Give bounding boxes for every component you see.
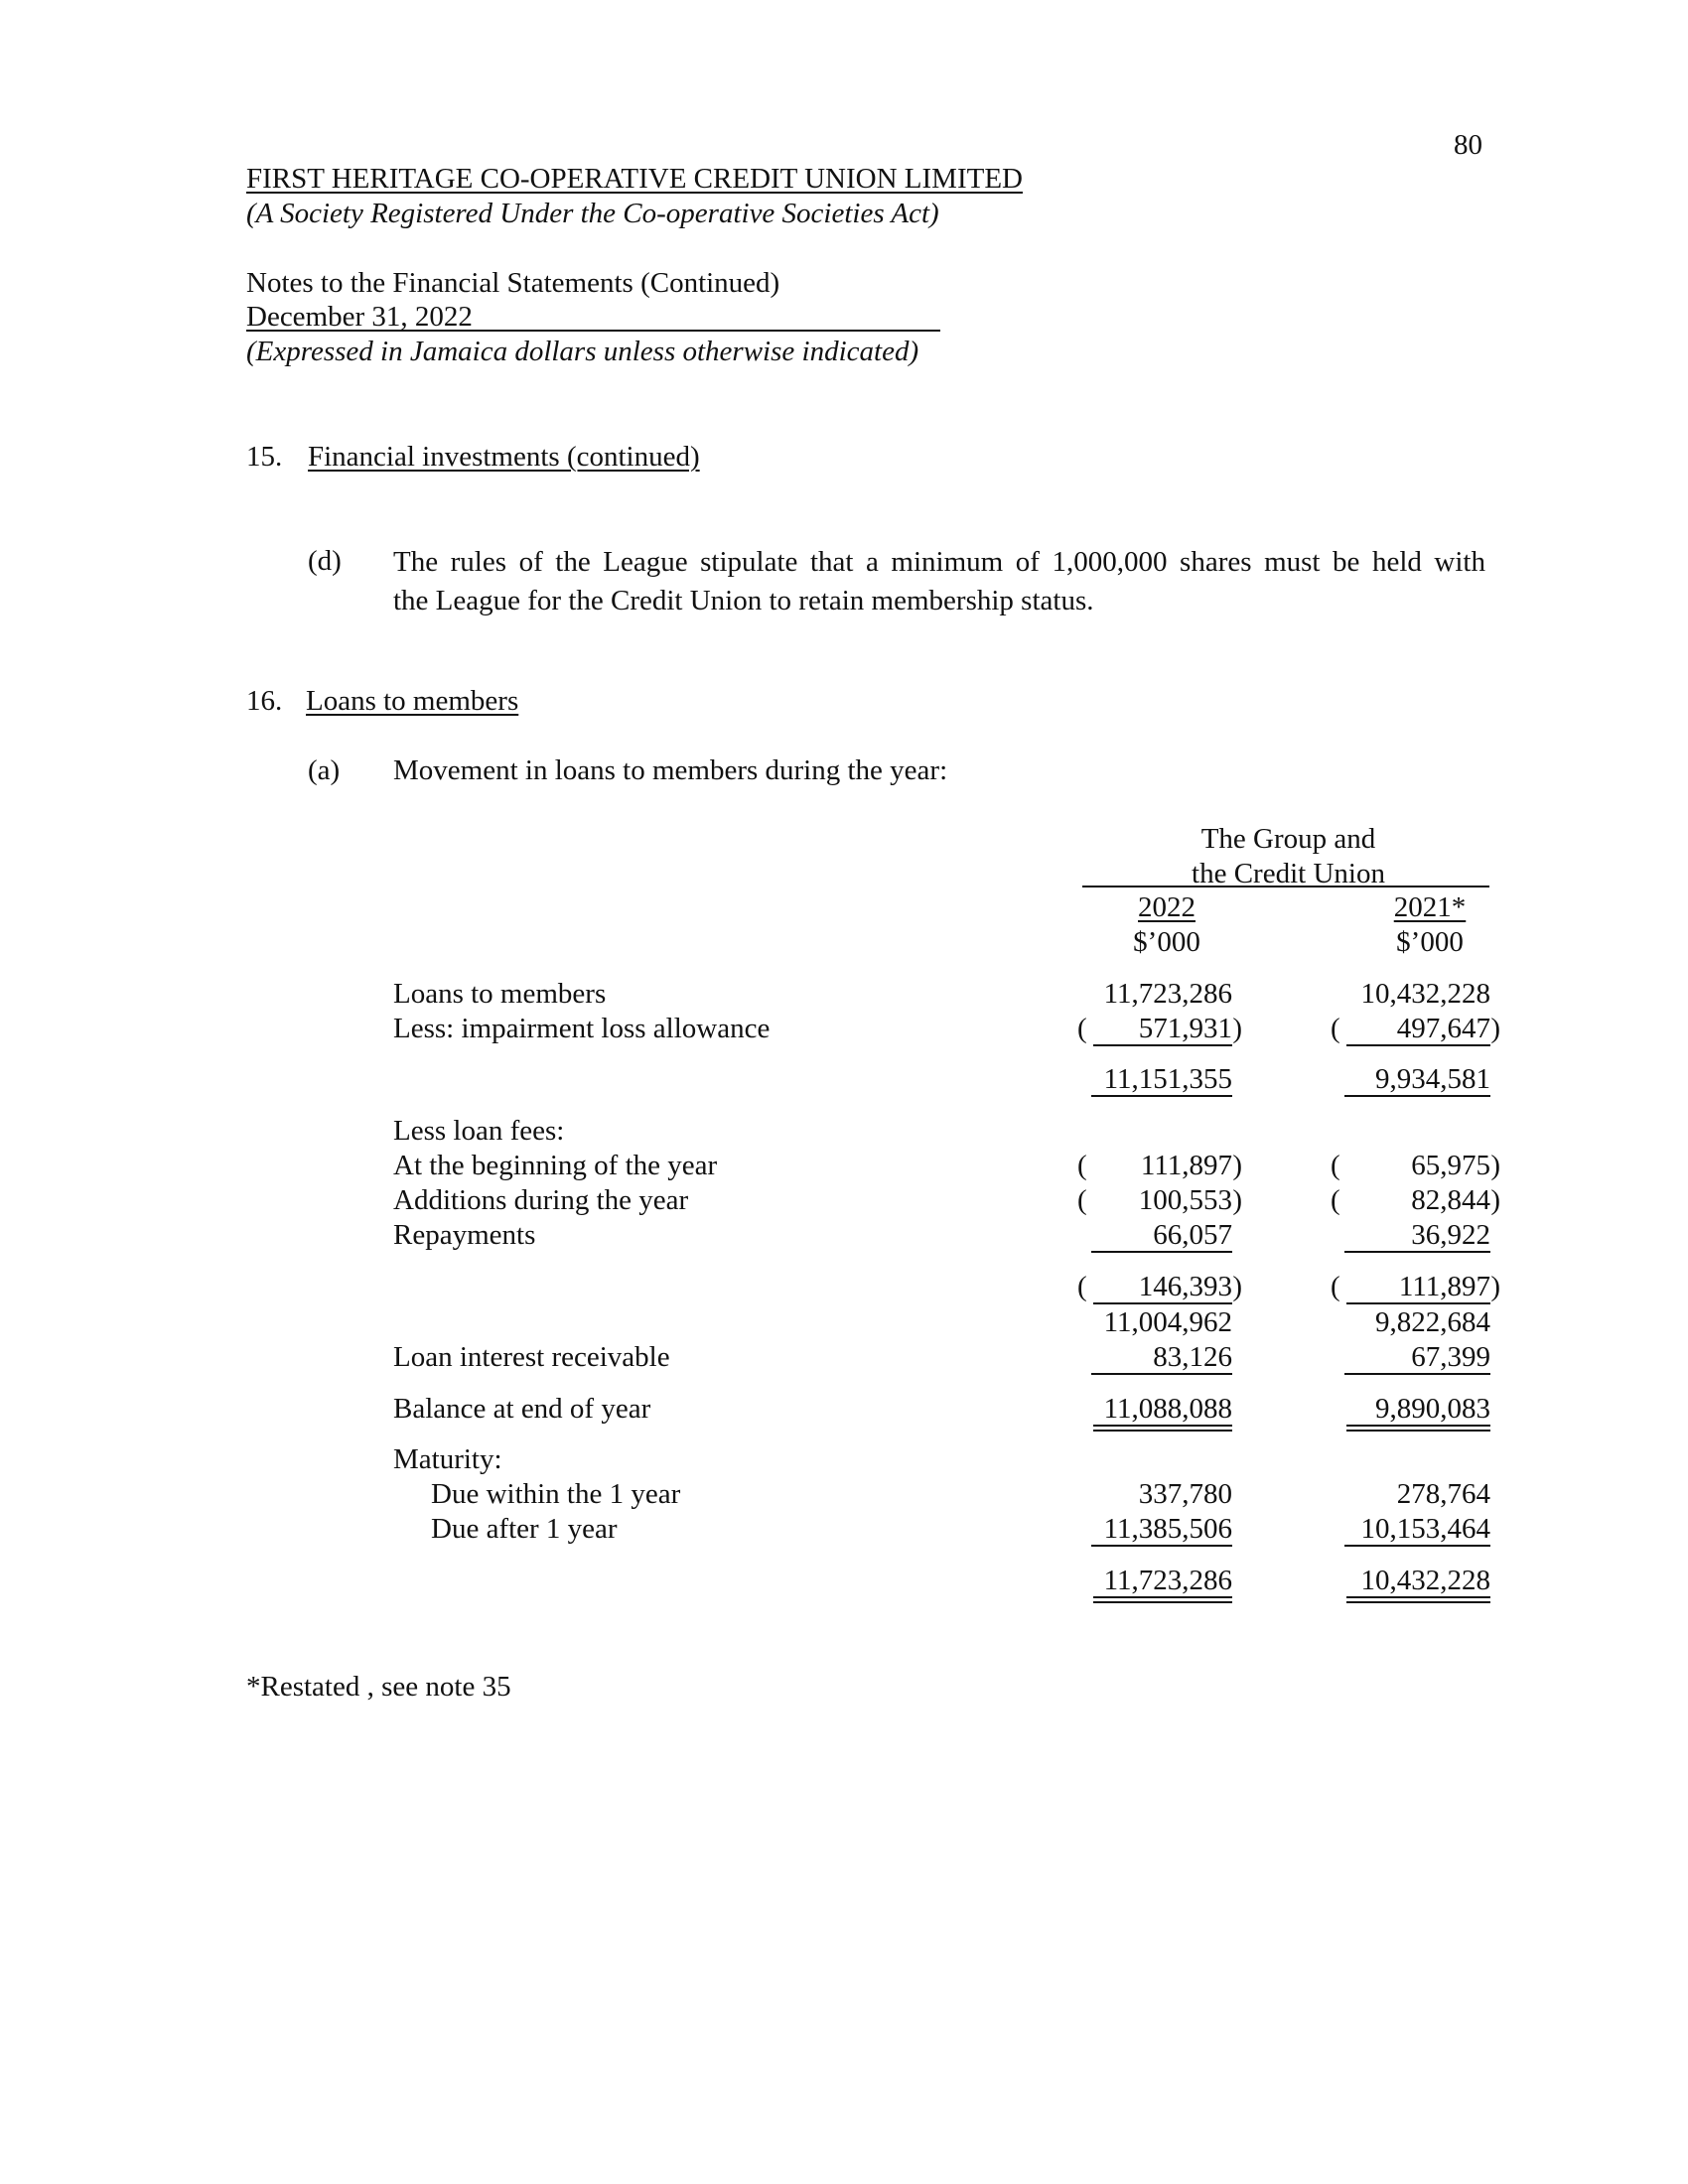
row-label: Less loan fees: bbox=[393, 1115, 565, 1147]
cell-2021: ( 82,844 ) bbox=[1331, 1184, 1500, 1216]
table-row bbox=[0, 1152, 1688, 1185]
table-group-header-2: the Credit Union bbox=[1192, 858, 1385, 889]
cell-2021: 67,399 bbox=[1331, 1343, 1494, 1377]
cell-2022: 11,151,355 bbox=[1077, 1065, 1236, 1099]
table-row bbox=[0, 1480, 1688, 1514]
row-label: At the beginning of the year bbox=[393, 1150, 718, 1181]
cell-2021: 10,432,228 bbox=[1331, 1567, 1494, 1600]
table-row bbox=[0, 1308, 1688, 1342]
table-row bbox=[0, 1015, 1688, 1048]
table-row bbox=[0, 1395, 1688, 1429]
table-row bbox=[0, 980, 1688, 1014]
col-2022-year: 2022 bbox=[1138, 891, 1196, 923]
table-row bbox=[0, 1445, 1688, 1479]
registration-note: (A Society Registered Under the Co-operative Societies Act) bbox=[246, 198, 939, 229]
row-label: Due after 1 year bbox=[431, 1513, 618, 1545]
col-2021-year: 2021* bbox=[1393, 891, 1467, 923]
cell-2021: 36,922 bbox=[1331, 1221, 1494, 1255]
cell-2021: 9,822,684 bbox=[1375, 1306, 1490, 1338]
page-number: 80 bbox=[1454, 129, 1482, 161]
cell-2021: 10,153,464 bbox=[1331, 1515, 1494, 1549]
table-group-rule bbox=[1082, 886, 1489, 887]
table-row bbox=[0, 1567, 1688, 1600]
table-row bbox=[0, 1515, 1688, 1549]
cell-2021: 9,934,581 bbox=[1331, 1065, 1494, 1099]
section-15-number: 15. bbox=[246, 441, 283, 473]
cell-2022: 11,004,962 bbox=[1103, 1306, 1232, 1338]
item-d-line2: the League for the Credit Union to retain membership status. bbox=[393, 585, 1094, 616]
item-a-label: (a) bbox=[308, 754, 341, 786]
notes-title: Notes to the Financial Statements (Continued) bbox=[246, 267, 780, 299]
row-label: Less: impairment loss allowance bbox=[393, 1013, 771, 1044]
row-label: Balance at end of year bbox=[393, 1393, 651, 1425]
cell-2021: 278,764 bbox=[1396, 1478, 1490, 1510]
item-a-text: Movement in loans to members during the year: bbox=[393, 754, 948, 786]
table-row bbox=[0, 1117, 1688, 1151]
statement-date: December 31, 2022 bbox=[246, 301, 473, 333]
cell-2022: 11,088,088 bbox=[1077, 1395, 1236, 1429]
header-rule bbox=[246, 330, 940, 332]
table-group-header: The Group and bbox=[1200, 823, 1376, 855]
cell-2022: 11,723,286 bbox=[1077, 1567, 1236, 1600]
cell-2022: ( 111,897 ) bbox=[1077, 1150, 1242, 1181]
table-row bbox=[0, 1065, 1688, 1099]
row-label: Due within the 1 year bbox=[431, 1478, 681, 1510]
row-label: Loans to members bbox=[393, 978, 607, 1010]
table-row bbox=[0, 1273, 1688, 1306]
row-label: Loan interest receivable bbox=[393, 1341, 670, 1373]
cell-2022: ( 146,393 ) bbox=[1077, 1271, 1242, 1302]
restated-footnote: *Restated , see note 35 bbox=[246, 1671, 511, 1703]
table-row bbox=[0, 1221, 1688, 1255]
row-label: Maturity: bbox=[393, 1443, 502, 1475]
cell-2022: 337,780 bbox=[1138, 1478, 1232, 1510]
item-d-label: (d) bbox=[308, 545, 342, 577]
row-label: Repayments bbox=[393, 1219, 536, 1251]
cell-2021: 9,890,083 bbox=[1331, 1395, 1494, 1429]
table-row bbox=[0, 1343, 1688, 1377]
item-d-line1: The rules of the League stipulate that a minimum of 1,000,000 shares must be held with bbox=[393, 546, 1485, 578]
company-name: FIRST HERITAGE CO-OPERATIVE CREDIT UNION LIMITED bbox=[246, 163, 1023, 195]
table-row bbox=[0, 1186, 1688, 1220]
cell-2021: 10,432,228 bbox=[1360, 978, 1490, 1010]
cell-2021: ( 65,975 ) bbox=[1331, 1150, 1500, 1181]
cell-2022: ( 571,931 ) bbox=[1077, 1013, 1242, 1044]
cell-2022: 66,057 bbox=[1077, 1221, 1236, 1255]
cell-2022: 11,723,286 bbox=[1103, 978, 1232, 1010]
section-15-title: Financial investments (continued) bbox=[308, 441, 700, 473]
row-label: Additions during the year bbox=[393, 1184, 689, 1216]
col-2022-unit: $’000 bbox=[1133, 926, 1200, 958]
section-16-number: 16. bbox=[246, 685, 283, 717]
cell-2022: 11,385,506 bbox=[1077, 1515, 1236, 1549]
cell-2021: ( 111,897 ) bbox=[1331, 1271, 1500, 1302]
section-16-title: Loans to members bbox=[306, 685, 519, 717]
cell-2022: ( 100,553 ) bbox=[1077, 1184, 1242, 1216]
cell-2022: 83,126 bbox=[1077, 1343, 1236, 1377]
cell-2021: ( 497,647 ) bbox=[1331, 1013, 1500, 1044]
currency-note: (Expressed in Jamaica dollars unless otherwise indicated) bbox=[246, 336, 919, 367]
col-2021-unit: $’000 bbox=[1396, 926, 1464, 958]
